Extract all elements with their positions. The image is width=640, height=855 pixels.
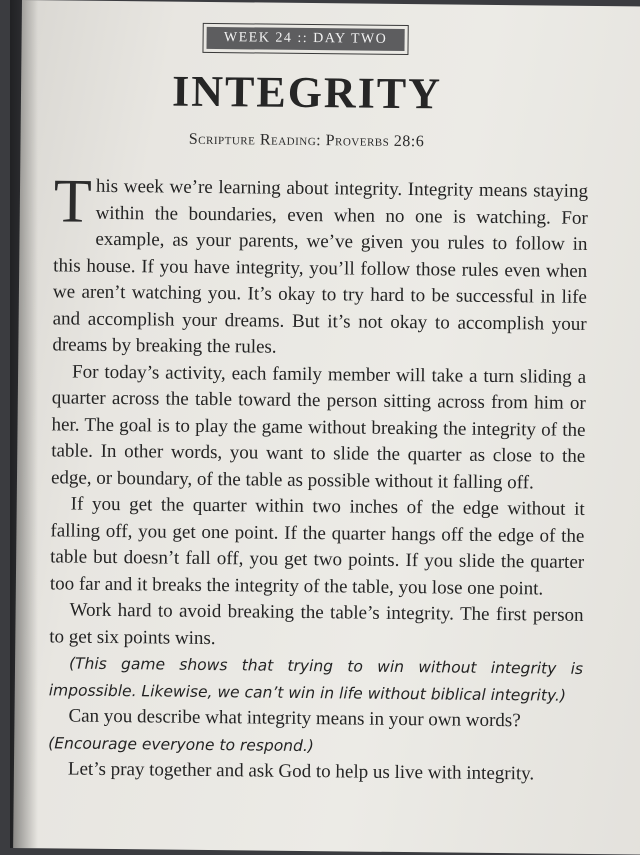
body-text: [48, 167, 589, 788]
paragraph-response-note: (Encourage everyone to respond.): [48, 733, 314, 755]
drop-cap: T: [53, 167, 93, 236]
week-day-badge: [202, 23, 408, 55]
scripture-reading: Scripture Reading: Proverbs 28:6: [188, 130, 425, 151]
paragraph-intro: [52, 167, 589, 364]
paragraph-activity: For today’s activity, each family member will take a turn sliding a quarter across the table toward the person sitting across from him or her. The goal is to play the game without breaking the integrity of the table. In other words, you want to slide the quarter as close to the edge, or boundary, of the table as possible without it falling off.: [50, 361, 587, 493]
page-title: INTEGRITY: [171, 66, 443, 119]
book-page: [13, 0, 640, 855]
paragraph-lesson-note: (This game shows that trying to win without integrity is impossible. Likewise, we can’t win in life without biblical integrity.): [48, 654, 584, 705]
paragraph-scoring: If you get the quarter within two inches of the edge without it falling off, you get one point. If the quarter hangs off the edge of the table but doesn’t fall off, you get two points. If you slide the quarter too far and it breaks the integrity of the table, you lose one point.: [49, 493, 585, 599]
week-day-label: WEEK 24 :: DAY TWO: [206, 27, 404, 51]
paragraph-prayer: Let’s pray together and ask God to help us live with integrity.: [67, 758, 535, 785]
paragraph-question: Can you describe what integrity means in your own words?: [68, 705, 521, 732]
paragraph-intro-text: his week we’re learning about integrity. Integrity means staying within the boundaries, even when no one is watching. For example, as your parents, we’ve given you rules to follow in this house. If you have integrity, you’ll follow those rules even when we aren’t watching you. It’s okay to try hard to be successful in life and accomplish your dreams. But it’s not okay to accomplish your dreams by breaking the rules.: [52, 175, 589, 358]
spine-shadow: [10, 0, 38, 848]
paragraph-winning: Work hard to avoid breaking the table’s integrity. The first person to get six points wins.: [49, 599, 584, 649]
